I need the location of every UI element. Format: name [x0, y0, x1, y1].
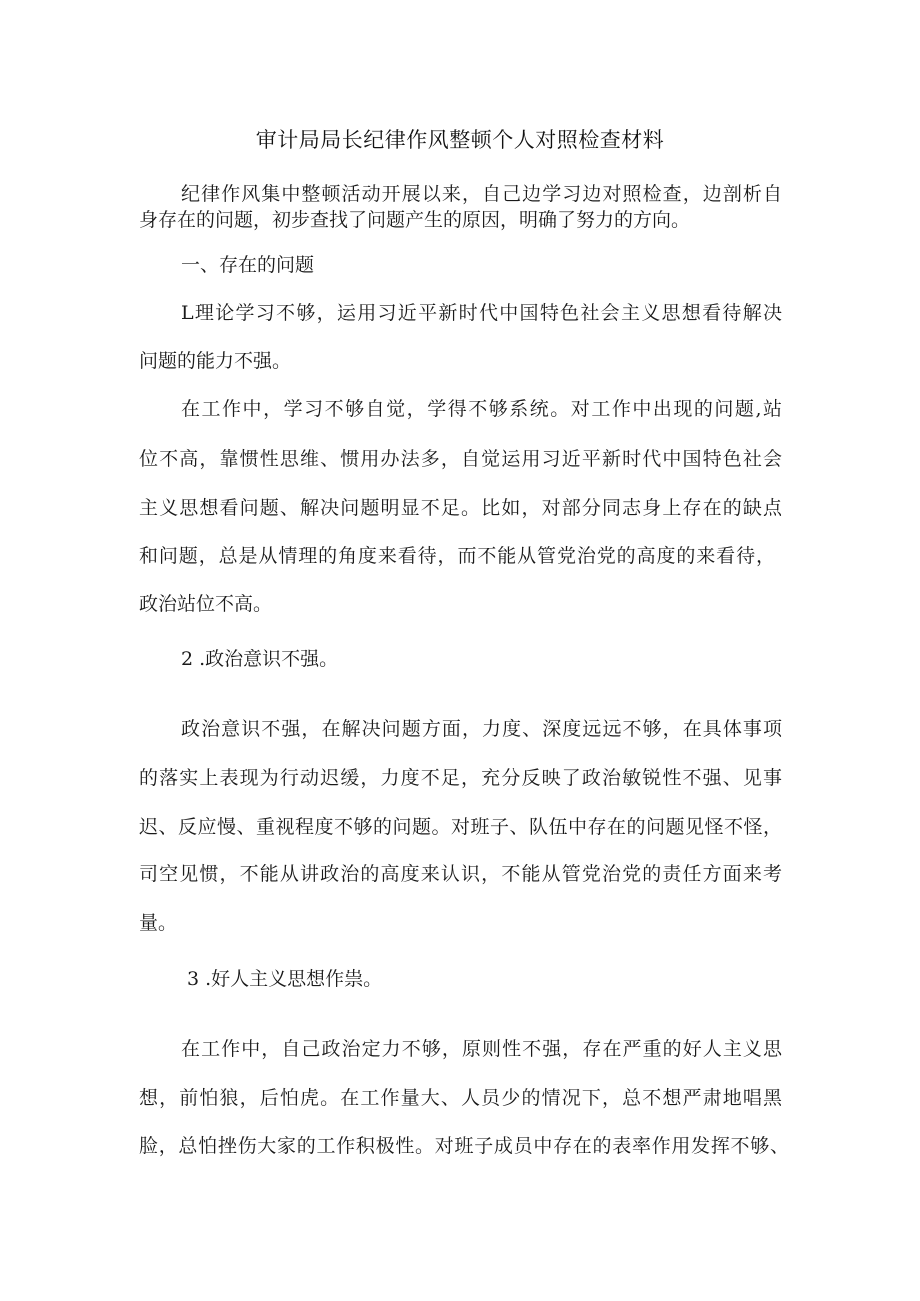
paragraph-line: 政治意识不强，在解决问题方面，力度、深度远远不够，在具体事项: [181, 718, 782, 740]
paragraph-line: 量。: [139, 912, 178, 934]
section-heading: 一、存在的问题: [181, 254, 315, 276]
paragraph-line: 政治站位不高。: [139, 593, 273, 615]
paragraph-line: 纪律作风集中整顿活动开展以来，自己边学习边对照检查，边剖析自: [181, 183, 782, 205]
subsection-heading: L理论学习不够，运用习近平新时代中国特色社会主义思想看待解决: [181, 302, 782, 324]
document-title: 审计局局长纪律作风整顿个人对照检查材料: [255, 128, 665, 152]
paragraph-line: 在工作中，自己政治定力不够，原则性不强，存在严重的好人主义思: [181, 1038, 782, 1060]
paragraph-line: 身存在的问题，初步查找了问题产生的原因，明确了努力的方向。: [139, 209, 691, 231]
paragraph-line: 想，前怕狼，后怕虎。在工作量大、人员少的情况下，总不想严肃地唱黑: [139, 1087, 782, 1109]
paragraph-line: 脸，总怕挫伤大家的工作积极性。对班子成员中存在的表率作用发挥不够、: [139, 1135, 789, 1157]
paragraph-line: 的落实上表现为行动迟缓，力度不足，充分反映了政治敏锐性不强、见事: [139, 767, 782, 789]
paragraph-line: 迟、反应慢、重视程度不够的问题。对班子、队伍中存在的问题见怪不怪，: [139, 816, 782, 838]
paragraph-line: 在工作中，学习不够自觉，学得不够系统。对工作中出现的问题,站: [181, 398, 782, 420]
paragraph-line: 问题的能力不强。: [139, 350, 292, 372]
paragraph-line: 位不高，靠惯性思维、惯用办法多，自觉运用习近平新时代中国特色社会: [139, 448, 782, 470]
subsection-heading: 3 .好人主义思想作祟。: [187, 968, 383, 990]
subsection-heading: 2 .政治意识不强。: [181, 648, 339, 670]
paragraph-line: 和问题，总是从情理的角度来看待，而不能从管党治党的高度的来看待，: [139, 545, 775, 567]
paragraph-line: 主义思想看问题、解决问题明显不足。比如，对部分同志身上存在的缺点: [139, 497, 782, 519]
paragraph-line: 司空见惯，不能从讲政治的高度来认识，不能从管党治党的责任方面来考: [139, 863, 782, 885]
